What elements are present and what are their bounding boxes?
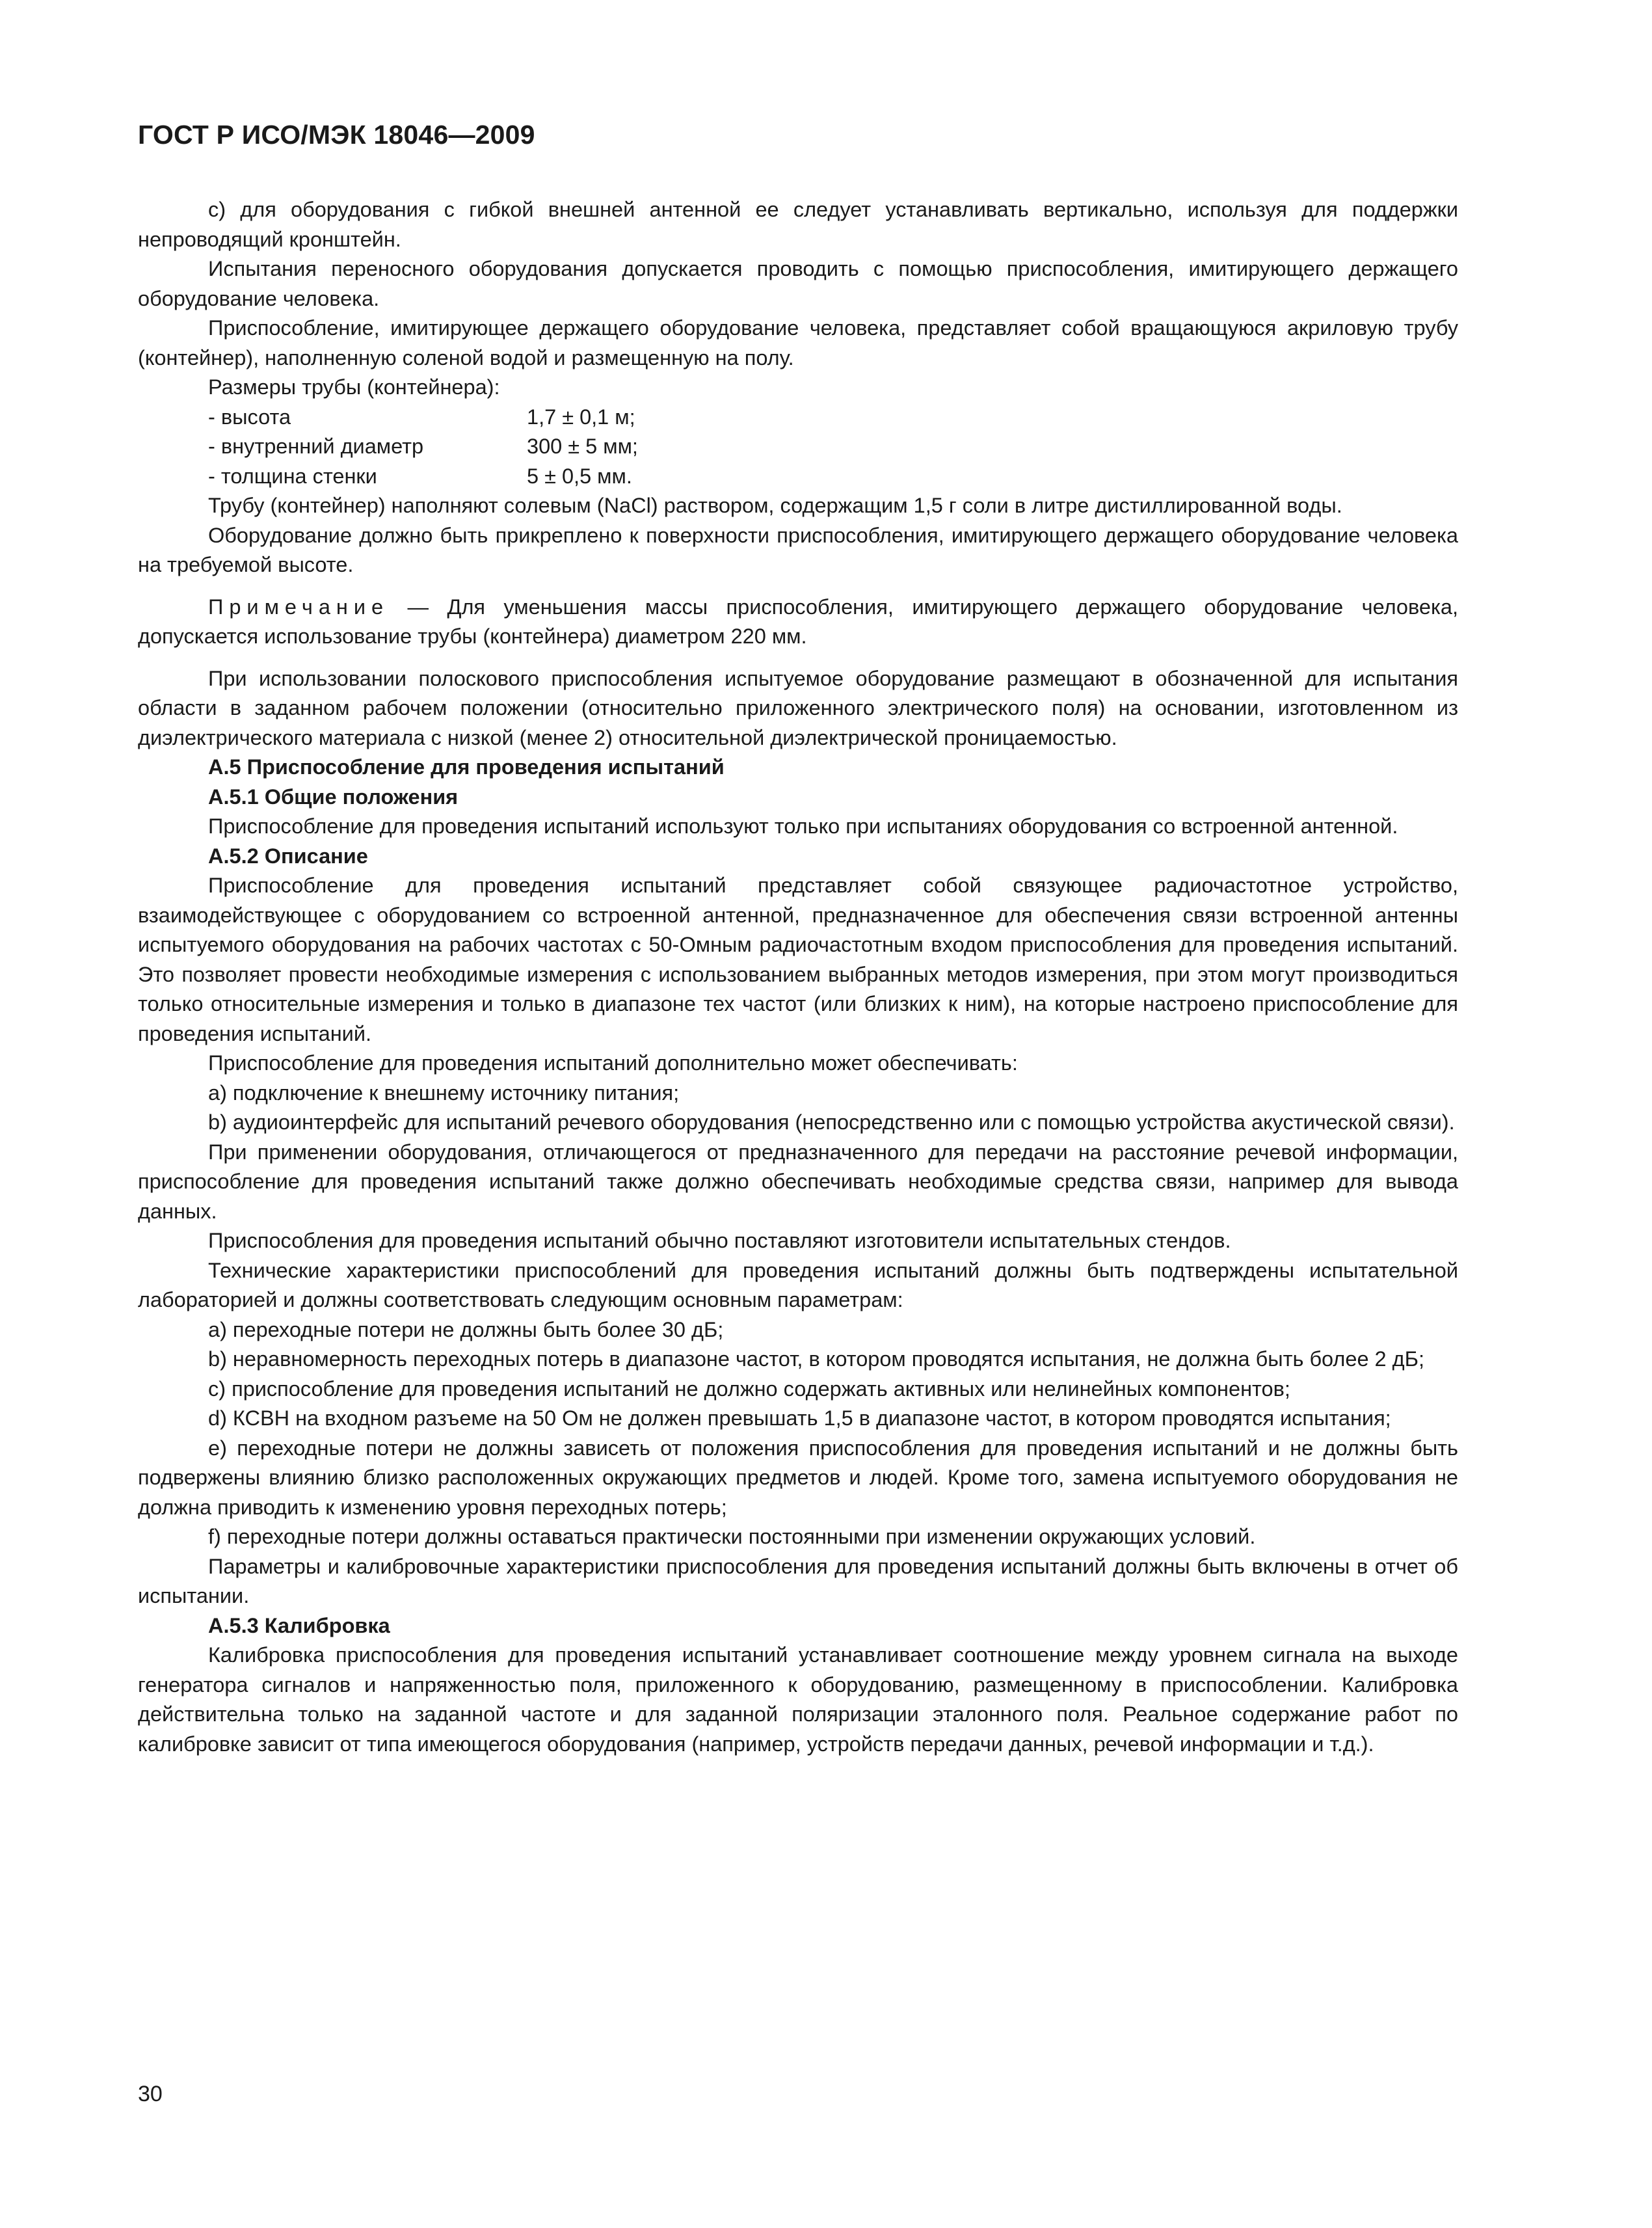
dimension-value: 5 ± 0,5 мм.	[527, 464, 632, 488]
dimension-label: - толщина стенки	[208, 464, 377, 488]
paragraph: Приспособление для проведения испытаний используют только при испытаниях оборудования со встроенной антенной.	[208, 814, 1398, 838]
dimension-value: 1,7 ± 0,1 м;	[527, 405, 635, 429]
paragraph: c) для оборудования с гибкой внешней антенной ее следует устанавливать вертикально, используя для поддержки непроводящий кронштейн.	[138, 198, 1458, 251]
list-item: e) переходные потери не должны зависеть от положения приспособления для проведения испытаний и не должны быть подвержены влиянию близко расположенных окружающих предметов и людей. Кроме того, замена испытуемого оборудования не должна приводить к изменению уровня переходных потерь;	[138, 1436, 1458, 1519]
dimension-row	[208, 403, 638, 433]
paragraph: При применении оборудования, отличающегося от предназначенного для передачи на расстояние речевой информации, приспособление для проведения испытаний также должно обеспечивать необходимые средства связи, например для вывода данных.	[138, 1140, 1458, 1223]
paragraph: Размеры трубы (контейнера):	[208, 375, 500, 399]
paragraph: При использовании полоскового приспособления испытуемое оборудование размещают в обозначенной для испытания области в заданном рабочем положении (относительно приложенного электрического поля) на основании, изготовленном из диэлектрического материала с низкой (менее 2) относительной диэлектрической проницаемостью.	[138, 666, 1458, 749]
paragraph: Технические характеристики приспособлений для проведения испытаний должны быть подтверждены испытательной лабораторией и должны соответствовать следующим основным параметрам:	[138, 1258, 1458, 1311]
list-item: b) аудиоинтерфейс для испытаний речевого оборудования (непосредственно или с помощью устройства акустической связи).	[208, 1110, 1455, 1134]
pipe-dimensions-table	[208, 403, 638, 492]
list-item: d) КСВН на входном разъеме на 50 Ом не должен превышать 1,5 в диапазоне частот, в котором проводятся испытания;	[208, 1406, 1391, 1430]
dimension-value: 300 ± 5 мм;	[527, 435, 638, 458]
paragraph: Параметры и калибровочные характеристики приспособления для проведения испытаний должны быть включены в отчет об испытании.	[138, 1554, 1458, 1607]
section-heading-a53: А.5.3 Калибровка	[208, 1613, 390, 1637]
paragraph: Трубу (контейнер) наполняют солевым (NaCl) раствором, содержащим 1,5 г соли в литре дистиллированной воды.	[208, 494, 1342, 517]
list-item: c) приспособление для проведения испытаний не должно содержать активных или нелинейных компонентов;	[208, 1376, 1290, 1401]
dimension-row	[208, 462, 638, 492]
list-item: a) подключение к внешнему источнику питания;	[208, 1080, 680, 1105]
paragraph: Приспособление для проведения испытаний представляет собой связующее радиочастотное устройство, взаимодействующее с оборудованием со встроенной антенной, предназначенное для обеспечения связи встроенной антенны испытуемого оборудования на рабочих частотах с 50-Омным радиочастотным входом приспособления для проведения испытаний. Это позволяет провести необходимые измерения с использованием выбранных методов измерения, при этом могут производиться только относительные измерения и только в диапазоне тех частот (или близких к ним), на которые настроено приспособление для проведения испытаний.	[138, 874, 1458, 1045]
dimension-label: - высота	[208, 405, 291, 429]
list-item: a) переходные потери не должны быть более 30 дБ;	[208, 1317, 724, 1341]
note	[138, 593, 1458, 652]
dimension-row	[208, 432, 638, 462]
page-number: 30	[138, 2082, 163, 2106]
document-header: ГОСТ Р ИСО/МЭК 18046—2009	[138, 120, 535, 150]
section-heading-a52: А.5.2 Описание	[208, 844, 368, 868]
document-body	[138, 195, 1458, 1759]
paragraph: Приспособление, имитирующее держащего оборудование человека, представляет собой вращающуюся акриловую трубу (контейнер), наполненную соленой водой и размещенную на полу.	[138, 316, 1458, 369]
paragraph: Приспособление для проведения испытаний дополнительно может обеспечивать:	[208, 1051, 1018, 1075]
paragraph: Калибровка приспособления для проведения испытаний устанавливает соотношение между уровнем сигнала на выходе генератора сигналов и напряженностью поля, приложенного к оборудованию, размещенному в приспособлении. Калибровка действительна только на заданной частоте и для заданной поляризации эталонного поля. Реальное содержание работ по калибровке зависит от типа имеющегося оборудования (например, устройств передачи данных, речевой информации и т.д.).	[138, 1643, 1458, 1756]
paragraph: Оборудование должно быть прикреплено к поверхности приспособления, имитирующего держащего оборудование человека на требуемой высоте.	[138, 523, 1458, 576]
section-heading-a51: А.5.1 Общие положения	[208, 785, 459, 809]
list-item: f) переходные потери должны оставаться практически постоянными при изменении окружающих условий.	[208, 1525, 1256, 1548]
list-item: b) неравномерность переходных потерь в диапазоне частот, в котором проводятся испытания, не должна быть более 2 дБ;	[208, 1347, 1424, 1371]
note-label: Примечание	[208, 595, 390, 619]
dimension-label: - внутренний диаметр	[208, 435, 424, 458]
paragraph: Приспособления для проведения испытаний обычно поставляют изготовители испытательных стендов.	[208, 1229, 1231, 1252]
paragraph: Испытания переносного оборудования допускается проводить с помощью приспособления, имитирующего держащего оборудование человека.	[138, 257, 1458, 310]
section-heading-a5: А.5 Приспособление для проведения испытаний	[208, 755, 725, 779]
note-text: — Для уменьшения массы приспособления, имитирующего держащего оборудование человека, допускается использование трубы (контейнера) диаметром 220 мм.	[138, 595, 1458, 648]
